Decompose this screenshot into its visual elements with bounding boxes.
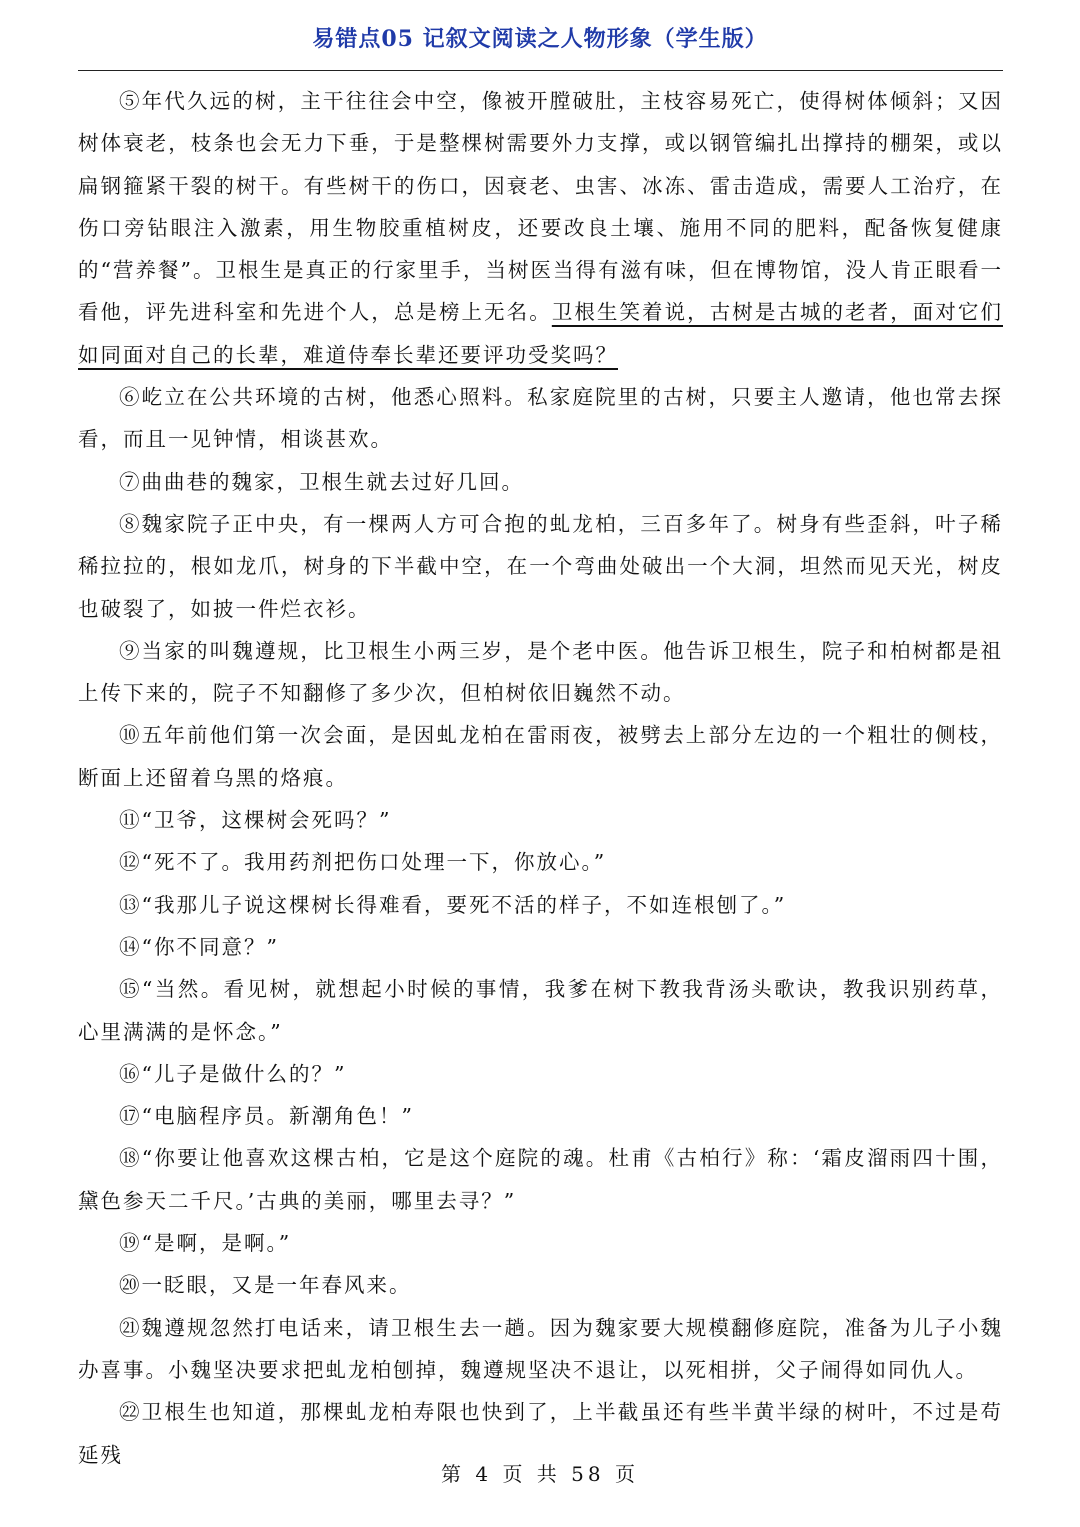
paragraph-20: ⑳一眨眼，又是一年春风来。 [119, 1273, 412, 1298]
paragraph-16: ⑯“儿子是做什么的？” [119, 1061, 347, 1086]
paragraph-6: ⑥屹立在公共环境的古树，他悉心照料。私家庭院里的古树，只要主人邀请，他也常去探看，而且一见钟情，相谈甚欢。 [78, 385, 1003, 452]
paragraph-21: ㉑魏遵规忽然打电话来，请卫根生去一趟。因为魏家要大规模翻修庭院，准备为儿子小魏办喜事。小魏坚决要求把虬龙柏刨掉，魏遵规坚决不退让，以死相拼，父子闹得如同仇人。 [78, 1315, 1003, 1382]
article-body [78, 80, 1003, 1476]
paragraph-22: ㉒卫根生也知道，那棵虬龙柏寿限也快到了，上半截虽还有些半黄半绿的树叶，不过是苟延残 [78, 1400, 1003, 1467]
paragraph-9: ⑨当家的叫魏遵规，比卫根生小两三岁，是个老中医。他告诉卫根生，院子和柏树都是祖上传下来的，院子不知翻修了多少次，但柏树依旧巍然不动。 [78, 638, 1003, 706]
page-footer-number: 第 4 页 共 58 页 [441, 1462, 639, 1486]
header-rule [78, 70, 1003, 71]
paragraph-17: ⑰“电脑程序员。新潮角色！” [119, 1104, 414, 1129]
paragraph-18: ⑱“你要让他喜欢这棵古柏，它是这个庭院的魂。杜甫《古柏行》称：‘霜皮溜雨四十围，黛色参天二千尺。’古典的美丽，哪里去寻？” [78, 1146, 1003, 1213]
paragraph-12: ⑫“死不了。我用药剂把伤口处理一下，你放心。” [119, 850, 607, 875]
paragraph-5 [78, 80, 1003, 376]
paragraph-10: ⑩五年前他们第一次会面，是因虬龙柏在雷雨夜，被劈去上部分左边的一个粗壮的侧枝，断面上还留着乌黑的烙痕。 [78, 723, 1003, 790]
paragraph-13: ⑬“我那儿子说这棵树长得难看，要死不活的样子，不如连根刨了。” [119, 892, 787, 917]
page-header-title: 易错点05 记叙文阅读之人物形象（学生版） [312, 26, 768, 52]
paragraph-8: ⑧魏家院子正中央，有一棵两人方可合抱的虬龙柏，三百多年了。树身有些歪斜，叶子稀稀拉拉的，根如龙爪，树身的下半截中空，在一个弯曲处破出一个大洞，坦然而见天光，树皮也破裂了，如披一件烂衣衫。 [78, 511, 1003, 621]
paragraph-15: ⑮“当然。看见树，就想起小时候的事情，我爹在树下教我背汤头歌诀，教我识别药草，心里满满的是怀念。” [78, 977, 1003, 1044]
paragraph-19: ⑲“是啊，是啊。” [119, 1231, 292, 1256]
underlined-sentence: 卫根生笑着说，古树是古城的老者，面对它们如同面对自己的长辈，难道侍奉长辈还要评功受奖吗？ [78, 300, 1003, 367]
paragraph-14: ⑭“你不同意？” [119, 934, 279, 959]
paragraph-7: ⑦曲曲巷的魏家，卫根生就去过好几回。 [119, 469, 524, 494]
paragraph-11: ⑪“卫爷，这棵树会死吗？” [119, 808, 392, 833]
paragraph-5-text: ⑤年代久远的树，主干往往会中空，像被开膛破肚，主枝容易死亡，使得树体倾斜；又因树体衰老，枝条也会无力下垂，于是整棵树需要外力支撑，或以钢管编扎出撑持的棚架，或以扁钢箍紧干裂的树干。有些树干的伤口，因衰老、虫害、冰冻、雷击造成，需要人工治疗，在伤口旁钻眼注入激素，用生物胶重植树皮，还要改良土壤、施用不同的肥料，配备恢复健康的“营养餐”。卫根生是真正的行家里手，当树医当得有滋有味，但在博物馆，没人肯正眼看一看他，评先进科室和先进个人，总是榜上无名。 [78, 89, 1003, 325]
